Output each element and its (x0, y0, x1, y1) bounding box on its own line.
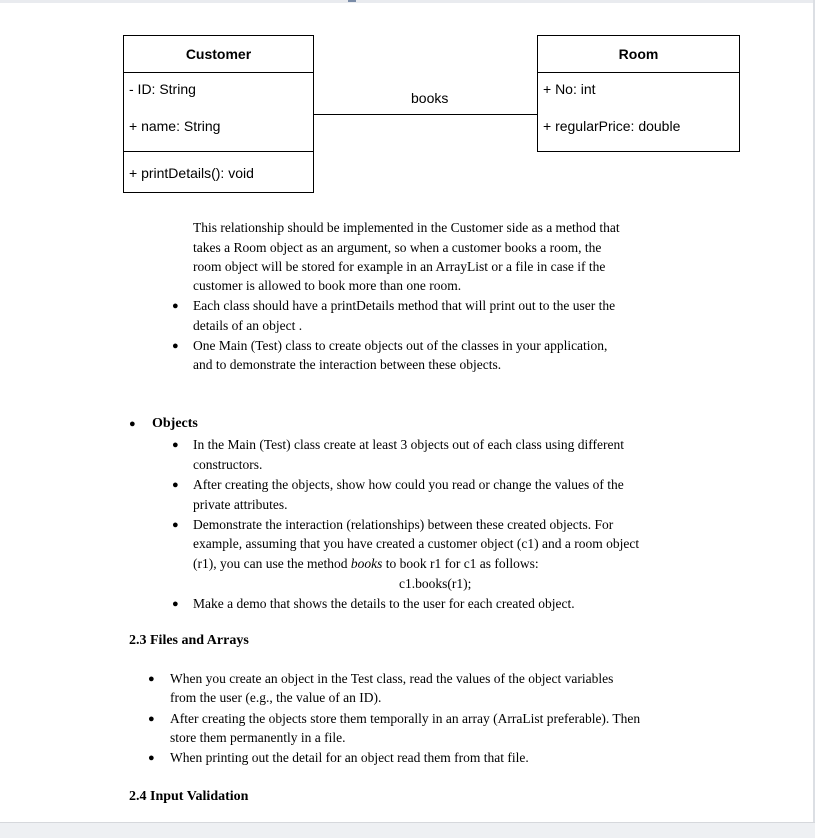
intro-bullet-2-line-2: and to demonstrate the interaction between these objects. (193, 357, 502, 372)
line3-before: (r1), you can use the method (193, 556, 351, 571)
objects-bullet-1-line-1: In the Main (Test) class create at least 3 objects out of each class using different (193, 437, 625, 452)
objects-bullet-3-line-2: example, assuming that you have created a customer object (c1) and a room object (193, 536, 640, 551)
intro-bullet-1-line-2: details of an object . (193, 318, 303, 333)
bullet-dot: ● (148, 713, 155, 725)
files-bullet-3: When printing out the detail for an object read them from that file. (170, 750, 529, 765)
files-bullet-1-line-1: When you create an object in the Test class, read the values of the object variables (170, 671, 614, 686)
intro-line-2: takes a Room object as an argument, so when a customer books a room, the (193, 240, 602, 255)
objects-bullet-1-line-2: constructors. (193, 457, 263, 472)
files-heading: 2.3 Files and Arrays (129, 633, 249, 648)
customer-class-name: Customer (124, 36, 313, 73)
customer-attr-id: - ID: String (129, 81, 196, 97)
objects-bullet-2-line-1: After creating the objects, show how could you read or change the values of the (193, 477, 624, 492)
code-example: c1.books(r1); (399, 576, 472, 591)
room-attr-no: + No: int (543, 81, 596, 97)
room-class-box (537, 35, 740, 152)
scroll-marker (348, 0, 356, 2)
files-bullet-1-line-2: from the user (e.g., the value of an ID). (170, 690, 382, 705)
objects-bullet-4: Make a demo that shows the details to the user for each created object. (193, 596, 575, 611)
customer-class-box (123, 35, 314, 193)
bullet-dot: ● (172, 598, 179, 610)
bullet-dot: ● (148, 673, 155, 685)
customer-attributes (124, 73, 313, 152)
objects-bullet-2-line-2: private attributes. (193, 497, 288, 512)
top-border (0, 0, 815, 3)
intro-line-4: customer is allowed to book more than one room. (193, 278, 462, 293)
files-bullet-2-line-1: After creating the objects store them temporally in an array (ArraList preferable). Then (170, 711, 641, 726)
room-attr-regularprice: + regularPrice: double (543, 118, 681, 134)
customer-methods (124, 152, 313, 192)
bullet-dot: ● (172, 519, 179, 531)
line3-after: to book r1 for c1 as follows: (382, 556, 539, 571)
room-attributes (538, 73, 739, 151)
intro-bullet-1-line-1: Each class should have a printDetails method that will print out to the user the (193, 298, 616, 313)
objects-heading: Objects (152, 416, 198, 431)
bullet-dot: ● (172, 439, 179, 451)
intro-line-1: This relationship should be implemented in the Customer side as a method that (193, 220, 620, 235)
room-class-name: Room (538, 36, 739, 73)
bottom-status-bar (0, 822, 815, 838)
intro-bullet-2-line-1: One Main (Test) class to create objects out of the classes in your application, (193, 338, 608, 353)
intro-line-3: room object will be stored for example in an ArrayList or a file in case if the (193, 259, 606, 274)
customer-attr-name: + name: String (129, 118, 221, 134)
books-method-name: books (350, 556, 383, 571)
bullet-dot: ● (172, 300, 179, 312)
objects-bullet-3-line-3 (193, 554, 539, 574)
association-line (313, 114, 538, 115)
association-label: books (411, 90, 449, 106)
bullet-dot: ● (172, 340, 179, 352)
files-bullet-2-line-2: store them permanently in a file. (170, 730, 346, 745)
bullet-dot: ● (129, 418, 136, 430)
validation-heading: 2.4 Input Validation (129, 789, 249, 804)
bullet-dot: ● (148, 752, 155, 764)
bullet-dot: ● (172, 479, 179, 491)
customer-method-printdetails: + printDetails(): void (129, 165, 254, 181)
objects-bullet-3-line-1: Demonstrate the interaction (relationships) between these created objects. For (193, 517, 614, 532)
